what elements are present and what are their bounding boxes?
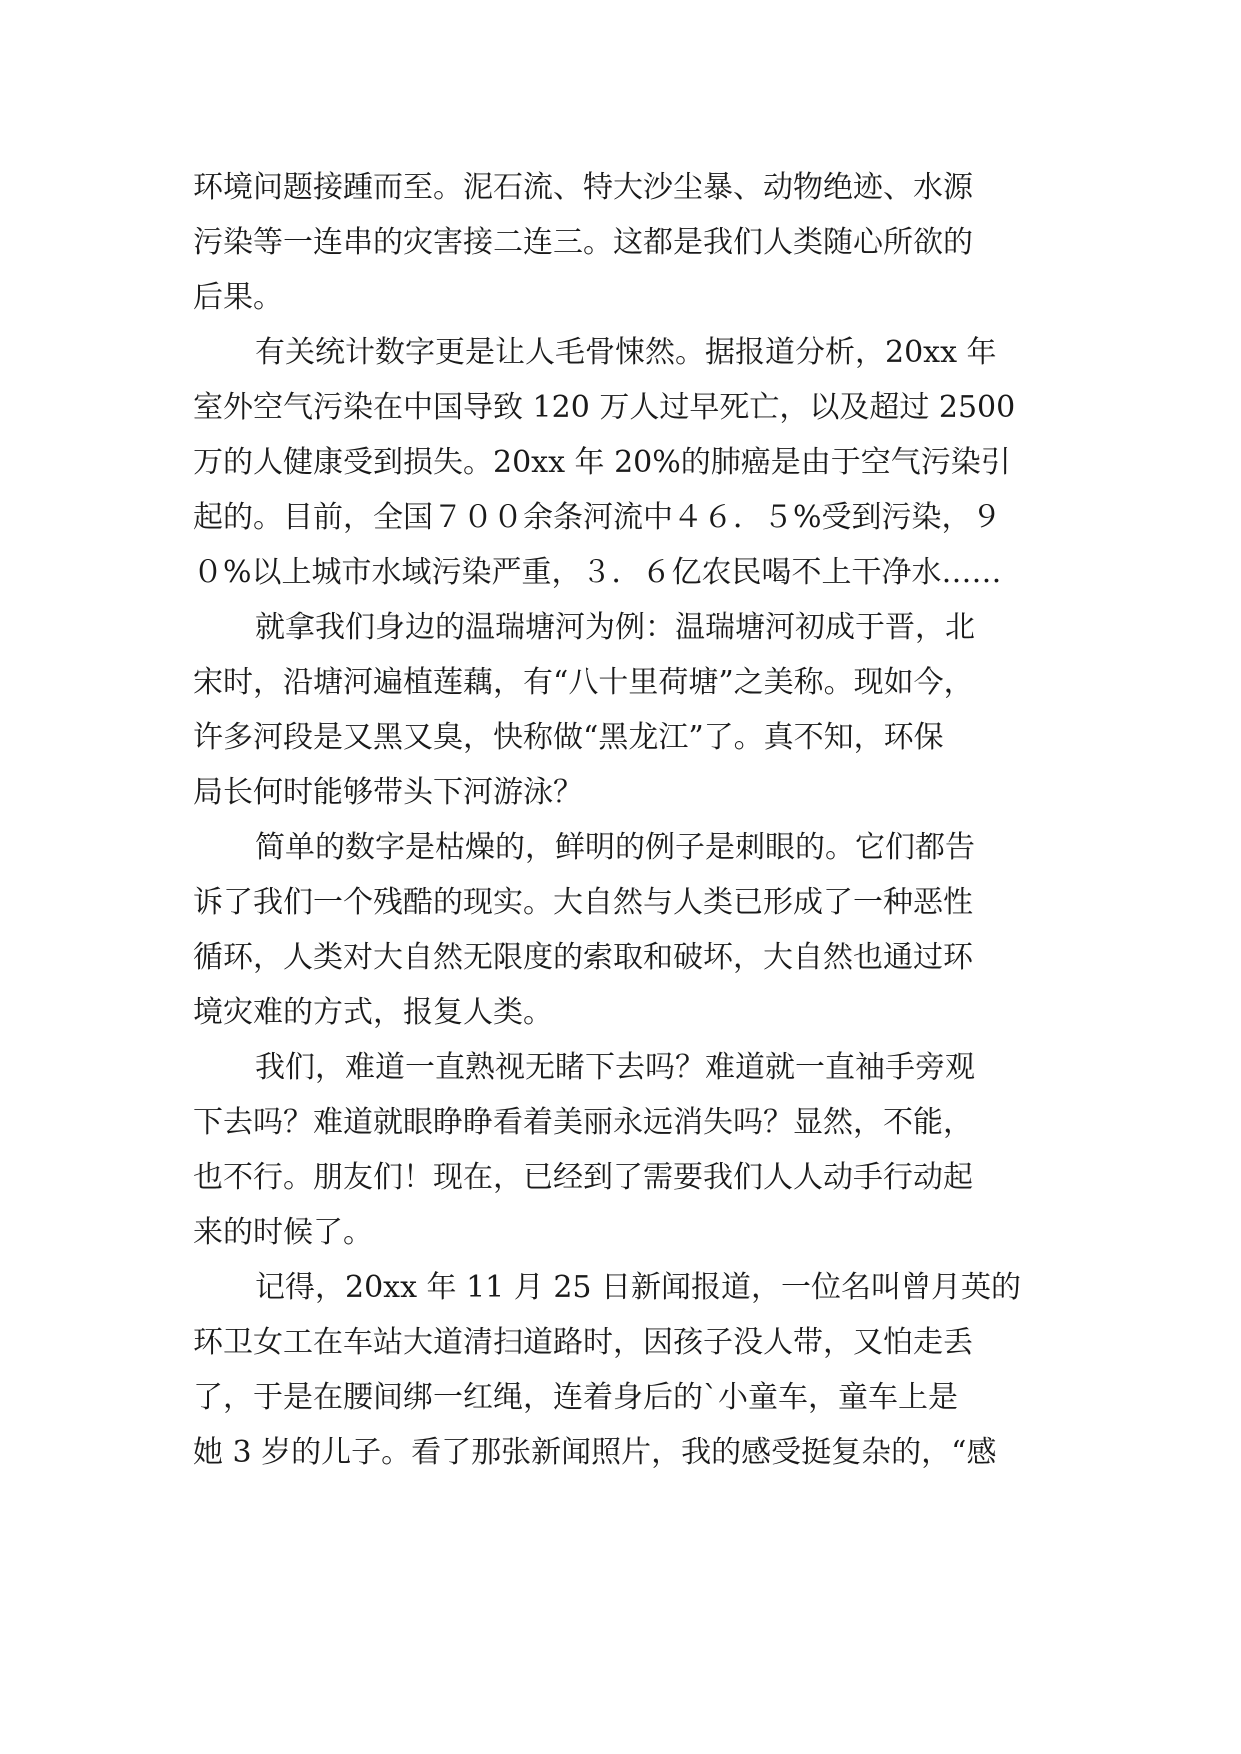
paragraph-4: [193, 820, 1053, 1040]
paragraph-3: [193, 600, 1053, 820]
text-line: 环境问题接踵而至。泥石流、特大沙尘暴、动物绝迹、水源: [193, 170, 973, 205]
text-line: 起的。目前，全国７００余条河流中４６．５%受到污染，９: [193, 500, 1002, 535]
text-line: 我们，难道一直熟视无睹下去吗？难道就一直袖手旁观: [255, 1050, 975, 1085]
text-line: 环卫女工在车站大道清扫道路时，因孩子没人带，又怕走丢: [193, 1325, 973, 1360]
text-line: 室外空气污染在中国导致 120 万人过早死亡，以及超过 2500: [193, 390, 1016, 425]
text-line: 局长何时能够带头下河游泳？: [193, 775, 583, 810]
paragraph-2: [193, 325, 1053, 600]
text-line: 有关统计数字更是让人毛骨悚然。据报道分析，20xx 年: [255, 335, 997, 370]
text-line: 来的时候了。: [193, 1215, 373, 1250]
text-line: 就拿我们身边的温瑞塘河为例：温瑞塘河初成于晋，北: [255, 610, 975, 645]
document-body: [193, 160, 1053, 1480]
text-line: 境灾难的方式，报复人类。: [193, 995, 553, 1030]
text-line: 污染等一连串的灾害接二连三。这都是我们人类随心所欲的: [193, 225, 973, 260]
text-line: 简单的数字是枯燥的，鲜明的例子是刺眼的。它们都告: [255, 830, 975, 865]
text-line: 了，于是在腰间绑一红绳，连着身后的`小童车，童车上是: [193, 1380, 958, 1415]
text-line: 也不行。朋友们！现在，已经到了需要我们人人动手行动起: [193, 1160, 973, 1195]
text-line: 万的人健康受到损失。20xx 年 20%的肺癌是由于空气污染引: [193, 445, 1011, 480]
text-line: 她 3 岁的儿子。看了那张新闻照片，我的感受挺复杂的，“感: [193, 1435, 997, 1470]
paragraph-1: [193, 160, 1053, 325]
text-line: 许多河段是又黑又臭，快称做“黑龙江”了。真不知，环保: [193, 720, 944, 755]
paragraph-6: [193, 1260, 1053, 1480]
text-line: 下去吗？难道就眼睁睁看着美丽永远消失吗？显然，不能，: [193, 1105, 973, 1140]
text-line: ０%以上城市水域污染严重，３．６亿农民喝不上干净水……: [193, 555, 1002, 590]
paragraph-5: [193, 1040, 1053, 1260]
text-line: 记得，20xx 年 11 月 25 日新闻报道，一位名叫曾月英的: [255, 1270, 1022, 1305]
text-line: 宋时，沿塘河遍植莲藕，有“八十里荷塘”之美称。现如今，: [193, 665, 974, 700]
text-line: 诉了我们一个残酷的现实。大自然与人类已形成了一种恶性: [193, 885, 973, 920]
text-line: 循环，人类对大自然无限度的索取和破坏，大自然也通过环: [193, 940, 973, 975]
text-line: 后果。: [193, 280, 283, 315]
